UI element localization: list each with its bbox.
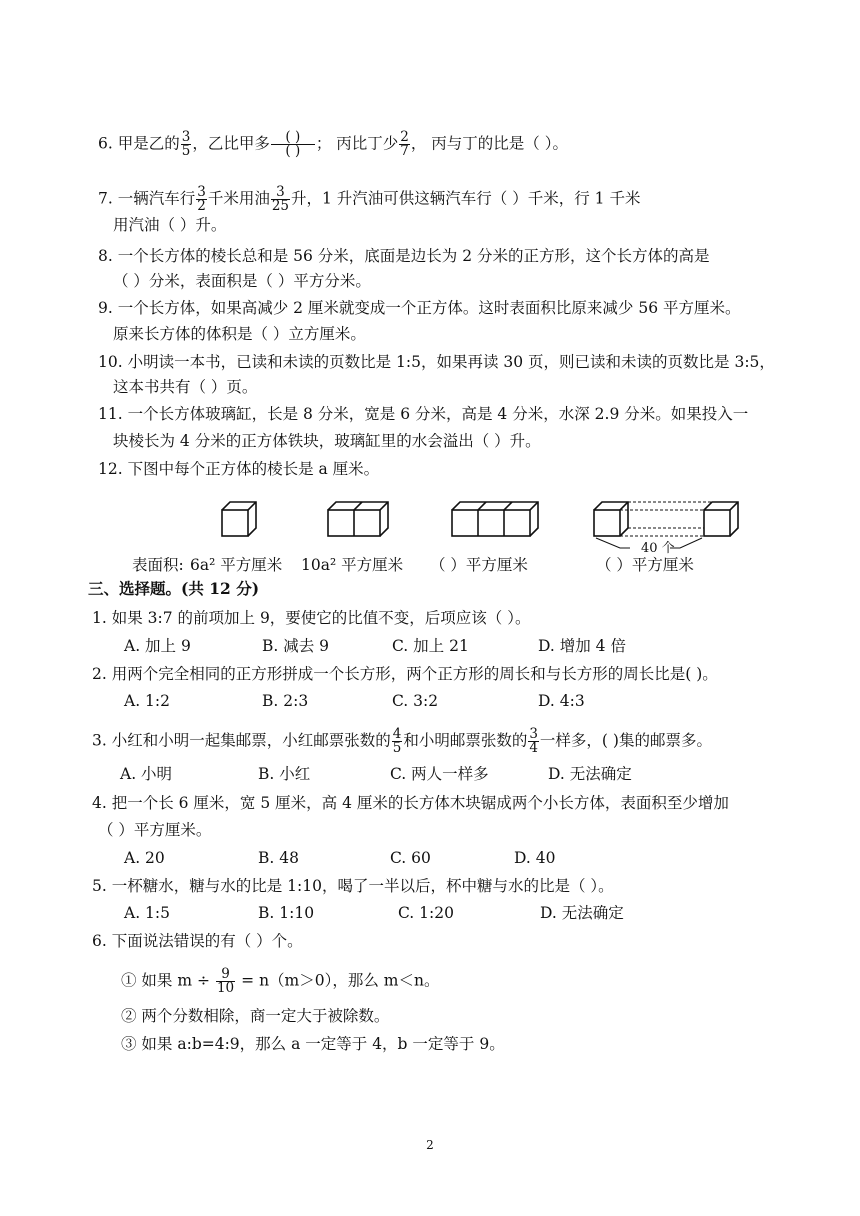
fraction: $\frac{3}{2}$ [197, 184, 206, 214]
cubes-2 [328, 502, 388, 536]
q6-text-b: ，乙比甲多 [192, 134, 270, 153]
mc2-stem: 2. 用两个完全相同的正方形拼成一个长方形，两个正方形的周长和与长方形的周长比是( )。 [92, 665, 718, 683]
q9-line-1: 9. 一个长方体，如果高减少 2 厘米就变成一个正方体。这时表面积比原来减少 56 平方厘米。 [98, 299, 741, 317]
q6-text-c: ； 丙比丁少 [315, 134, 399, 153]
cubes-3 [452, 502, 538, 536]
fraction: $\frac{3}{4}$ [529, 726, 538, 756]
mc4-option-b[interactable]: B. 48 [258, 849, 299, 867]
mc5-option-c[interactable]: C. 1:20 [398, 904, 454, 922]
fraction: $\frac{9}{10}$ [216, 966, 235, 996]
caption-4: （ ）平方厘米 [596, 556, 694, 574]
mc3-option-b[interactable]: B. 小红 [258, 765, 311, 783]
q8-line-2: （ ）分米，表面积是（ ）平方分米。 [113, 272, 371, 290]
count-label: 40 个 [641, 541, 675, 556]
mc6-stem: 6. 下面说法错误的有（ ）个。 [92, 932, 303, 950]
q10-line-1: 10. 小明读一本书，已读和未读的页数比是 1:5，如果再读 30 页，则已读和未读的页数比是 3:5， [98, 353, 775, 371]
mc1-option-c[interactable]: C. 加上 21 [392, 637, 469, 655]
q6-text-a: 6. 甲是乙的 [98, 134, 180, 153]
mc3-option-d[interactable]: D. 无法确定 [548, 765, 632, 783]
mc2-option-d[interactable]: D. 4:3 [538, 692, 585, 710]
cube-figures [200, 490, 760, 560]
fraction: $\frac{4}{5}$ [392, 726, 402, 756]
q12-line-1: 12. 下图中每个正方体的棱长是 a 厘米。 [98, 460, 380, 478]
answer-blank-fraction[interactable]: $\frac{( )}{( )}$ [271, 131, 315, 158]
q7-text-a: 7. 一辆汽车行 [98, 189, 196, 208]
mc3-stem: 3. 小红和小明一起集邮票，小红邮票张数的 $\frac{4}{5}$ 和小明邮票张数的 $\frac{3}{4}$ 一样多，( )集的邮票多。 [92, 726, 712, 756]
q7-text-c: 升，1 升汽油可供这辆汽车行（ ）千米，行 1 千米 [291, 189, 641, 208]
mc4-option-a[interactable]: A. 20 [124, 849, 165, 867]
q7-text-b: 千米用油 [207, 189, 270, 208]
fraction: $\frac{3}{25}$ [271, 184, 290, 214]
mc4-line-2: （ ）平方厘米。 [98, 821, 212, 839]
caption-1: 6a² 平方厘米 [190, 556, 283, 574]
page-number: 2 [426, 1138, 434, 1152]
mc3-option-a[interactable]: A. 小明 [120, 765, 173, 783]
q7-line-2: 用汽油（ ）升。 [113, 216, 227, 234]
mc5-option-b[interactable]: B. 1:10 [258, 904, 315, 922]
cube-1 [222, 502, 256, 536]
mc5-option-d[interactable]: D. 无法确定 [540, 904, 624, 922]
fraction: $\frac{3}{5}$ [181, 129, 191, 159]
mc6-statement-2: ② 两个分数相除，商一定大于被除数。 [121, 1007, 390, 1025]
mc2-option-c[interactable]: C. 3:2 [392, 692, 439, 710]
mc4-option-d[interactable]: D. 40 [514, 849, 556, 867]
q11-line-2: 块棱长为 4 分米的正方体铁块，玻璃缸里的水会溢出（ ）升。 [113, 432, 541, 450]
q6-text-d: ， 丙与丁的比是（ ）。 [410, 134, 568, 153]
surface-area-label: 表面积: [132, 556, 184, 574]
q10-line-2: 这本书共有（ ）页。 [113, 378, 258, 396]
q8-line-1: 8. 一个长方体的棱长总和是 56 分米，底面是边长为 2 分米的正方形，这个长方体的高是 [98, 247, 710, 265]
caption-2: 10a² 平方厘米 [301, 556, 404, 574]
section-3-title: 三、选择题。(共 12 分) [88, 579, 260, 598]
mc5-stem: 5. 一杯糖水，糖与水的比是 1:10，喝了一半以后，杯中糖与水的比是（ ）。 [92, 877, 614, 895]
mc1-option-a[interactable]: A. 加上 9 [124, 637, 191, 655]
mc1-option-d[interactable]: D. 增加 4 倍 [538, 637, 626, 655]
question-7 [98, 186, 640, 213]
mc6-statement-3: ③ 如果 a:b=4:9，那么 a 一定等于 4，b 一定等于 9。 [121, 1035, 505, 1053]
question-6 [98, 131, 568, 158]
q11-line-1: 11. 一个长方体玻璃缸，长是 8 分米，宽是 6 分米，高是 4 分米，水深 2.9 分米。如果投入一 [98, 405, 749, 423]
mc5-option-a[interactable]: A. 1:5 [124, 904, 170, 922]
mc2-option-a[interactable]: A. 1:2 [124, 692, 170, 710]
mc3-option-c[interactable]: C. 两人一样多 [390, 765, 489, 783]
mc1-stem: 1. 如果 3:7 的前项加上 9，要使它的比值不变，后项应该（ ）。 [92, 609, 531, 627]
mc2-option-b[interactable]: B. 2:3 [262, 692, 309, 710]
mc4-line-1: 4. 把一个长 6 厘米，宽 5 厘米，高 4 厘米的长方体木块锯成两个小长方体，表面积至少增加 [92, 794, 729, 812]
caption-3: （ ）平方厘米 [430, 556, 528, 574]
q9-line-2: 原来长方体的体积是（ ）立方厘米。 [113, 325, 366, 343]
mc4-option-c[interactable]: C. 60 [390, 849, 431, 867]
fraction: $\frac{2}{7}$ [400, 129, 409, 159]
mc1-option-b[interactable]: B. 减去 9 [262, 637, 330, 655]
mc6-statement-1: ① 如果 m ÷ $\frac{9}{10}$ = n（m＞0），那么 m＜n。 [121, 966, 440, 996]
